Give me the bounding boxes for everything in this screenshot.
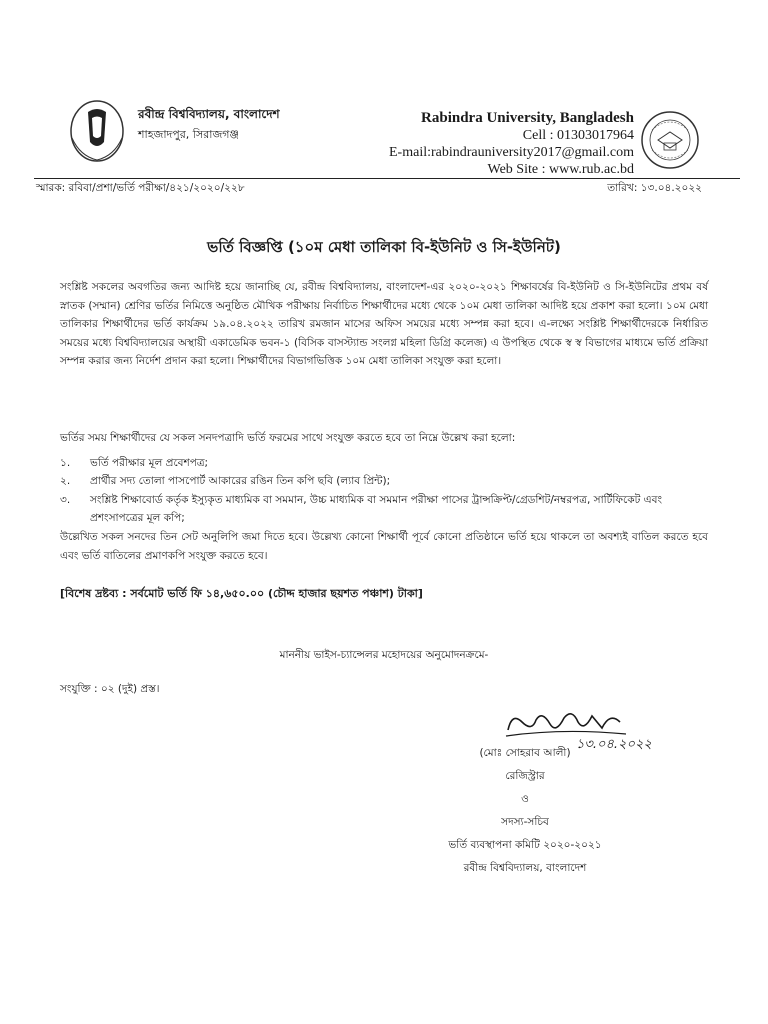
university-address-bn: শাহজাদপুর, সিরাজগঞ্জ	[138, 128, 239, 141]
signatory-role: সদস্য-সচিব	[501, 816, 549, 828]
body-paragraph-3: উল্লেখিত সকল সনদের তিন সেট অনুলিপি জমা দিতে হবে। উল্লেখ্য কোনো শিক্ষার্থী পূর্বে কোনো প্রতিষ্ঠানে ভর্তি হয়ে থাকলে তা অবশ্যই বাতিল করতে হবে এবং ভর্তি বাতিলের প্রমাণকপি সংযুক্ত করতে হবে।	[60, 531, 708, 562]
svg-text:১৩.০৪.২০২২: ১৩.০৪.২০২২	[576, 737, 652, 752]
notice-title: ভর্তি বিজ্ঞপ্তি (১০ম মেধা তালিকা বি-ইউনিট ও সি-ইউনিট)	[207, 238, 561, 256]
body-paragraph-2: ভর্তির সময় শিক্ষার্থীদের যে সকল সনদপত্রাদি ভর্তি ফরমের সাথে সংযুক্ত করতে হবে তা নিম্নে উল্লেখ করা হলো:	[60, 432, 516, 444]
list-item-text: প্রার্থীর সদ্য তোলা পাসপোর্ট আকারের রঙিন তিন কপি ছবি (ল্যাব প্রিন্ট);	[90, 475, 391, 488]
list-item	[60, 491, 710, 528]
list-item-number: ৩.	[60, 493, 71, 506]
list-item	[60, 472, 710, 490]
contact-email: E-mail:rabindrauniversity2017@gmail.com	[389, 145, 634, 160]
required-documents-list	[60, 454, 710, 528]
contact-cell: Cell : 01303017964	[522, 128, 634, 143]
header-divider	[34, 178, 740, 179]
list-item-number: ২.	[60, 475, 71, 488]
signatory-conjunction: ও	[521, 793, 529, 805]
enclosure-line: সংযুক্তি : ০২ (দুই) প্রস্ত।	[60, 683, 160, 695]
list-item	[60, 454, 710, 472]
list-item-text: ভর্তি পরীক্ষার মূল প্রবেশপত্র;	[90, 457, 209, 469]
contact-website: Web Site : www.rub.ac.bd	[487, 162, 634, 177]
special-note: [বিশেষ দ্রষ্টব্য : সর্বমোট ভর্তি ফি ১৪,৬৫০.০০ (চৌদ্দ হাজার ছয়শত পঞ্চাশ) টাকা]	[60, 587, 423, 600]
signatory-title: রেজিস্ট্রার	[505, 770, 545, 782]
list-item-text: সংশ্লিষ্ট শিক্ষাবোর্ড কর্তৃক ইস্যুকৃত মাধ্যমিক বা সমমান, উচ্চ মাধ্যমিক বা সমমান পরীক্ষা পাসের ট্রান্সক্রিপ্ট/গ্রেডশিট/নম্বরপত্র, সার্টিফিকেট এবং প্রশংসাপত্রের মূল কপি;	[90, 493, 662, 525]
body-paragraph-1: সংশ্লিষ্ট সকলের অবগতির জন্য আদিষ্ট হয়ে জানাচ্ছি যে, রবীন্দ্র বিশ্ববিদ্যালয়, বাংলাদেশ-এর ২০২০-২০২১ শিক্ষাবর্ষের বি-ইউনিট ও সি-ইউনিটের প্রথম বর্ষ স্নাতক (সম্মান) শ্রেণির ভর্তির নিমিত্তে অনুষ্ঠিত মৌখিক পরীক্ষায় নির্বাচিত শিক্ষার্থীদের মধ্যে থেকে ১০ম মেধা তালিকা আদিষ্ট হয়ে প্রকাশ করা হলো। ১০ম মেধা তালিকার শিক্ষার্থীদের ভর্তি কার্যক্রম ১৯.০৪.২০২২ তারিখ রমজান মাসের অফিস সময়ের মধ্যে সম্পন্ন করা হবে। এ-লক্ষ্যে সংশ্লিষ্ট শিক্ষার্থীদেরকে নির্ধারিত সময়ের মধ্যে বিশ্ববিদ্যালয়ের অস্থায়ী একাডেমিক ভবন-১ (বিসিক বাসস্ট্যান্ড সংলগ্ন মহিলা ডিগ্রি কলেজ) এ উপস্থিত থেকে স্ব স্ব বিভাগের মাধ্যমে ভর্তি প্রক্রিয়া সম্পন্ন করার জন্য নির্দেশ প্রদান করা হলো। শিক্ষার্থীদের বিভাগভিত্তিক ১০ম মেধা তালিকা সংযুক্ত করা হলো।	[60, 281, 708, 368]
signatory-university: রবীন্দ্র বিশ্ববিদ্যালয়, বাংলাদেশ	[463, 862, 587, 874]
university-seal-icon	[640, 110, 700, 170]
signatory-name: (মোঃ সোহরাব আলী)	[479, 747, 571, 759]
university-logo-icon	[66, 98, 128, 164]
notice-date: তারিখ: ১৩.০৪.২০২২	[607, 182, 702, 194]
list-item-number: ১.	[60, 457, 71, 469]
signatory-committee: ভর্তি ব্যবস্থাপনা কমিটি ২০২০-২০২১	[448, 839, 602, 851]
approval-line: মাননীয় ভাইস-চ্যান্সেলর মহোদয়ের অনুমোদনক্রমে-	[279, 649, 489, 661]
university-name-bn: রবীন্দ্র বিশ্ববিদ্যালয়, বাংলাদেশ	[138, 107, 280, 121]
university-name-en: Rabindra University, Bangladesh	[421, 110, 634, 126]
memo-number: স্মারক: রবিবা/প্রশা/ভর্তি পরীক্ষা/৪২১/২০২০/২২৮	[36, 182, 245, 194]
